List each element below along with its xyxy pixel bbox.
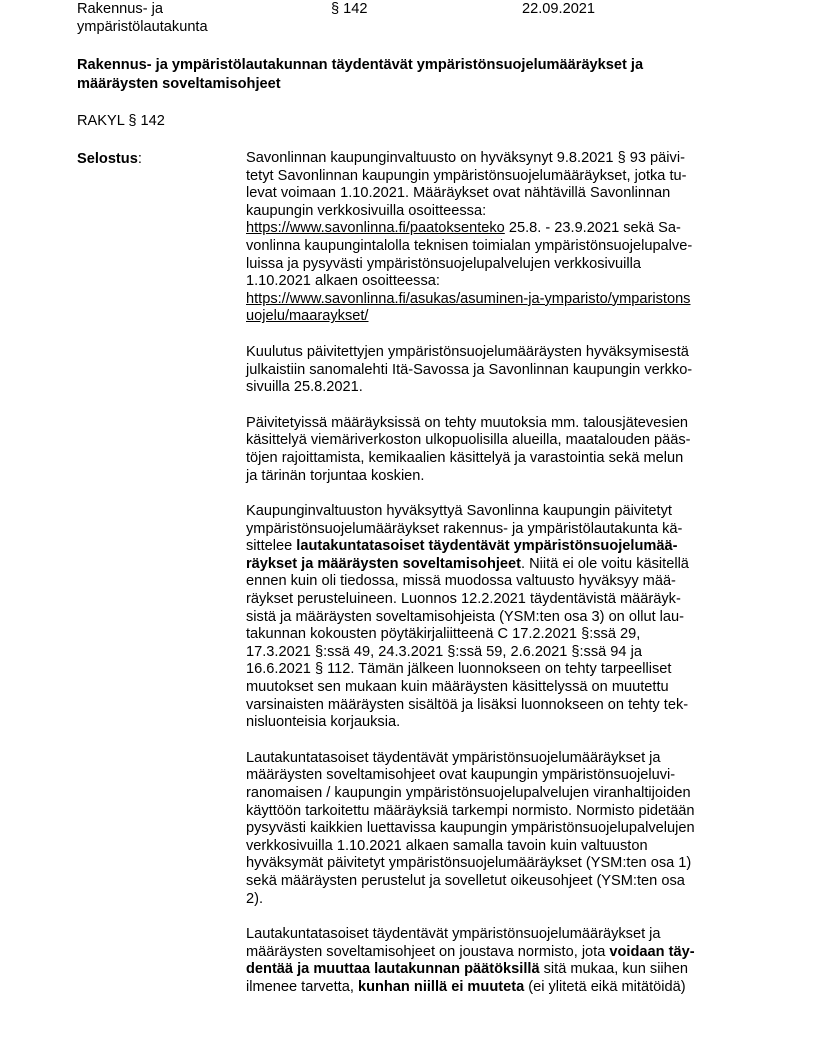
text-line: 2). xyxy=(246,890,264,907)
text-line: sivuilla 25.8.2021. xyxy=(246,379,363,396)
paragraph-1 xyxy=(246,150,746,326)
document-header xyxy=(77,0,777,40)
text-line: Kaupunginvaltuuston hyväksyttyä Savonlinna kaupungin päivitetyt xyxy=(246,503,672,520)
text-line: takunnan kokousten pöytäkirjaliitteenä C 17.2.2021 §:ssä 29, xyxy=(246,626,641,643)
text-line: muutokset sen mukaan kuin määräysten käsittelyssä on muutettu xyxy=(246,679,669,696)
text-line: ympäristönsuojelumääräykset rakennus- ja ympäristölautakunta kä- xyxy=(246,520,683,537)
text-line: verkkosivuilla 1.10.2021 alkaen samalla tavoin kuin valtuuston xyxy=(246,837,648,854)
text-line: luissa ja pysyvästi ympäristönsuojelupalvelujen verkkosivuilla xyxy=(246,255,642,272)
text-line: Lautakuntatasoiset täydentävät ympäristönsuojelumääräykset ja xyxy=(246,926,661,943)
header-date: 22.09.2021 xyxy=(522,1,596,17)
bold-segment: voidaan täy- xyxy=(609,943,695,960)
header-section: § 142 xyxy=(331,1,368,17)
header-org-line2: ympäristölautakunta xyxy=(77,19,208,35)
text-line: ja tärinän torjuntaa koskien. xyxy=(246,467,425,484)
bold-segment: lautakuntatasoiset täydentävät ympäristönsuojelumää- xyxy=(296,538,678,555)
document-reference: RAKYL § 142 xyxy=(77,113,165,129)
text-line xyxy=(246,556,746,574)
text-line: pysyvästi kaikkien luettavissa kaupungin ympäristönsuojelupalvelujen xyxy=(246,820,695,837)
text-line: Päivitetyissä määräyksissä on tehty muutoksia mm. talousjätevesien xyxy=(246,414,689,431)
text-line: tetyt Savonlinnan kaupungin ympäristönsuojelumääräykset, jotka tu- xyxy=(246,167,687,184)
text-line: töjen rajoittamista, kemikaalien käsittelyä ja varastointia sekä melun xyxy=(246,449,684,466)
text-line: ennen kuin oli tiedossa, missä muodossa valtuusto hyväksyy mää- xyxy=(246,573,676,590)
paragraph-4 xyxy=(246,503,746,732)
title-line1: Rakennus- ja ympäristölautakunnan täydentävät ympäristönsuojelumääräykset ja xyxy=(77,57,644,73)
paatoksenteko-link[interactable]: https://www.savonlinna.fi/paatoksenteko xyxy=(246,220,505,237)
text-line xyxy=(246,979,746,997)
bold-segment: räykset ja määräysten soveltamisohjeet xyxy=(246,555,522,572)
text-segment: ilmenee tarvetta, xyxy=(246,978,358,995)
text-line: määräysten soveltamisohjeet ovat kaupungin ympäristönsuojeluvi- xyxy=(246,767,676,784)
text-line: käyttöön tarkoitettu määräyksiä tarkempi normisto. Normisto pidetään xyxy=(246,802,695,819)
header-organization xyxy=(77,0,247,36)
text-line: vonlinna kaupungintalolla teknisen toimialan ympäristönsuojelupalve- xyxy=(246,237,693,254)
text-line: nisluonteisia korjauksia. xyxy=(246,714,401,731)
text-line: Savonlinnan kaupunginvaltuusto on hyväksynyt 9.8.2021 § 93 päivi- xyxy=(246,150,685,166)
text-line: käsittelyä viemäriverkoston ulkopuolisilla alueilla, maatalouden pääs- xyxy=(246,432,691,449)
document-body xyxy=(246,150,746,1015)
text-line: levat voimaan 1.10.2021. Määräykset ovat nähtävillä Savonlinnan xyxy=(246,185,671,202)
paragraph-3 xyxy=(246,415,746,485)
text-line xyxy=(246,538,746,556)
section-label-text: Selostus xyxy=(77,151,138,167)
header-org-line1: Rakennus- ja xyxy=(77,1,163,17)
maaraykset-link-line2[interactable]: uojelu/maaraykset/ xyxy=(246,308,369,325)
section-label-colon: : xyxy=(137,151,142,167)
text-segment: . Niitä ei ole voitu käsitellä xyxy=(521,555,689,572)
section-label xyxy=(77,150,142,168)
text-line xyxy=(246,961,746,979)
paragraph-5 xyxy=(246,750,746,908)
document-title xyxy=(77,56,757,94)
text-line: Kuulutus päivitettyjen ympäristönsuojelumääräysten hyväksymisestä xyxy=(246,343,689,360)
text-line xyxy=(246,220,746,238)
text-segment: määräysten soveltamisohjeet on joustava normisto, jota xyxy=(246,943,610,960)
text-line xyxy=(246,944,746,962)
text-line: 16.6.2021 § 112. Tämän jälkeen luonnokseen on tehty tarpeelliset xyxy=(246,661,672,678)
title-line2: määräysten soveltamisohjeet xyxy=(77,76,281,92)
bold-segment: kunhan niillä ei muuteta xyxy=(357,978,525,995)
bold-segment: dentää ja muuttaa lautakunnan päätöksillä xyxy=(246,961,540,978)
text-line: varsinaisten määräysten sisältöä ja lisäksi luonnokseen on tehty tek- xyxy=(246,696,689,713)
text-line: Lautakuntatasoiset täydentävät ympäristönsuojelumääräykset ja xyxy=(246,749,661,766)
text-segment: sittelee xyxy=(246,538,297,555)
text-segment: sitä mukaa, kun siihen xyxy=(539,961,689,978)
text-line: 1.10.2021 alkaen osoitteessa: xyxy=(246,273,440,290)
paragraph-6 xyxy=(246,926,746,996)
text-segment: 25.8. - 23.9.2021 sekä Sa- xyxy=(504,220,681,237)
text-line: julkaistiin sanomalehti Itä-Savossa ja Savonlinnan kaupungin verkko- xyxy=(246,361,693,378)
text-line: hyväksymät päivitetyt ympäristönsuojelumääräykset (YSM:ten osa 1) xyxy=(246,855,692,872)
text-line: räykset perusteluineen. Luonnos 12.2.2021 täydentävistä määräyk- xyxy=(246,591,681,608)
text-line: sistä ja määräysten soveltamisohjeista (YSM:ten osa 3) on ollut lau- xyxy=(246,608,685,625)
maaraykset-link-line1[interactable]: https://www.savonlinna.fi/asukas/asuminen-ja-ymparisto/ymparistons xyxy=(246,290,691,307)
text-line: kaupungin verkkosivuilla osoitteessa: xyxy=(246,202,487,219)
text-segment: (ei ylitetä eikä mitätöidä) xyxy=(524,978,686,995)
text-line: 17.3.2021 §:ssä 49, 24.3.2021 §:ssä 59, 2.6.2021 §:ssä 94 ja xyxy=(246,643,642,660)
text-line: sekä määräysten perustelut ja sovelletut oikeusohjeet (YSM:ten osa xyxy=(246,872,685,889)
paragraph-2 xyxy=(246,344,746,397)
text-line xyxy=(246,308,746,326)
text-line: ranomaisen / kaupungin ympäristönsuojelupalvelujen viranhaltijoiden xyxy=(246,785,691,801)
